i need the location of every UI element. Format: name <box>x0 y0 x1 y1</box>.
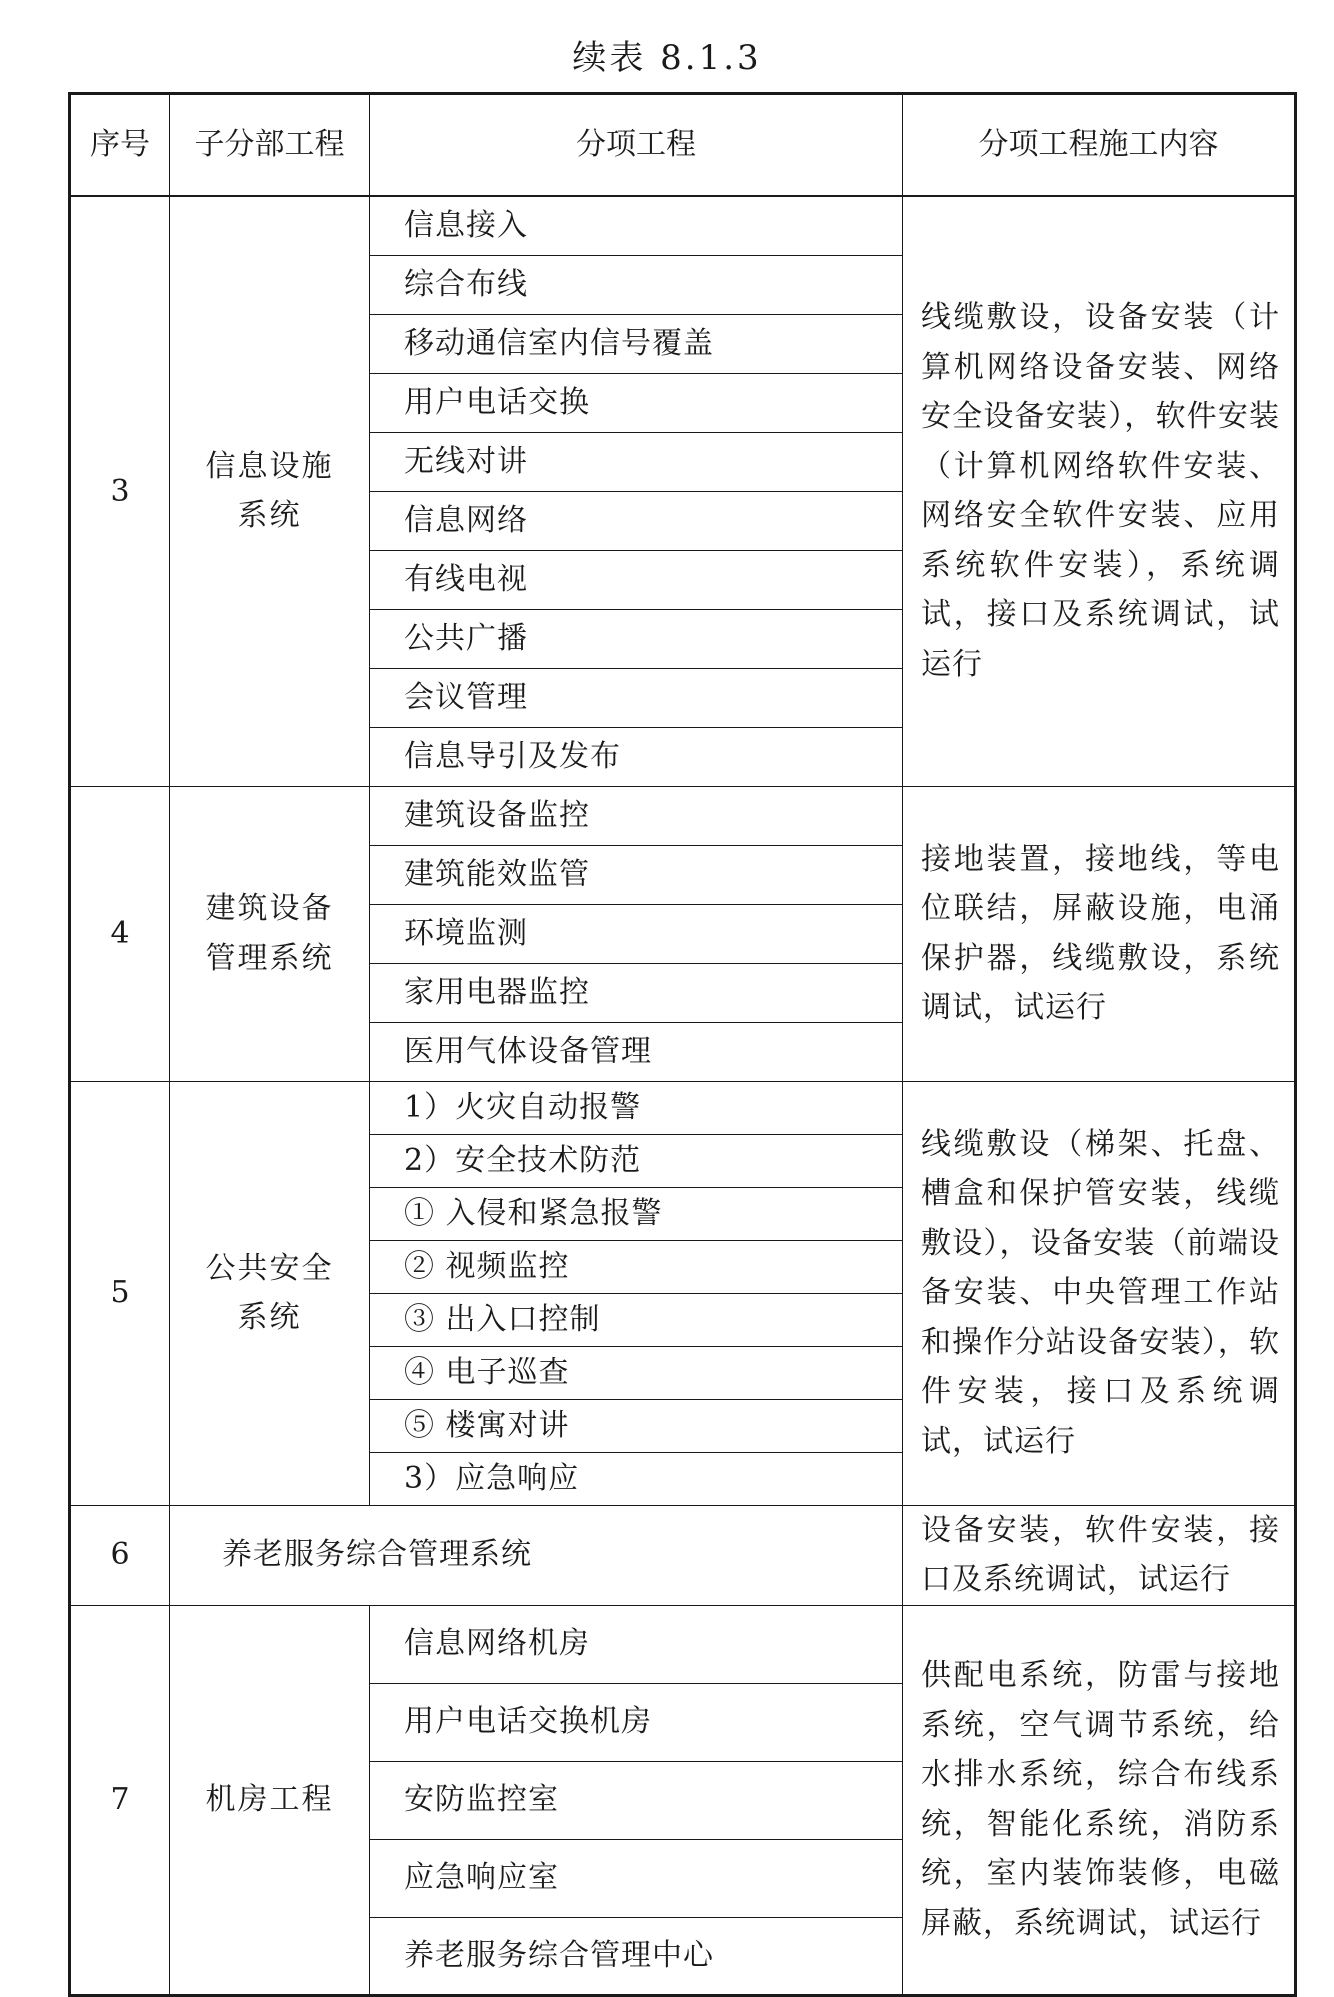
item-name: ④ 电子巡查 <box>370 1346 903 1399</box>
row-number: 4 <box>70 786 170 1081</box>
item-name: 建筑能效监管 <box>370 845 903 904</box>
construction-items-table <box>68 92 1297 1997</box>
row-number: 6 <box>70 1505 170 1605</box>
item-name: ③ 出入口控制 <box>370 1293 903 1346</box>
item-name: ① 入侵和紧急报警 <box>370 1187 903 1240</box>
item-name: 信息网络 <box>370 491 903 550</box>
item-name: 综合布线 <box>370 255 903 314</box>
item-name: 养老服务综合管理中心 <box>370 1917 903 1995</box>
subsection-name: 建筑设备管理系统 <box>170 786 370 1081</box>
item-name: 医用气体设备管理 <box>370 1022 903 1081</box>
table-row <box>70 1505 1296 1605</box>
item-name: 环境监测 <box>370 904 903 963</box>
item-name: 信息接入 <box>370 196 903 255</box>
item-name: ② 视频监控 <box>370 1240 903 1293</box>
table-row <box>70 196 1296 255</box>
item-name: 信息导引及发布 <box>370 727 903 786</box>
item-name: 安防监控室 <box>370 1761 903 1839</box>
row-number: 3 <box>70 196 170 786</box>
table-row <box>70 786 1296 845</box>
item-name: 无线对讲 <box>370 432 903 491</box>
item-name: 移动通信室内信号覆盖 <box>370 314 903 373</box>
item-name: 会议管理 <box>370 668 903 727</box>
construction-content: 接地装置，接地线，等电位联结，屏蔽设施，电涌保护器，线缆敷设，系统调试，试运行 <box>903 786 1296 1081</box>
subsection-name: 公共安全系统 <box>170 1081 370 1505</box>
construction-content: 线缆敷设（梯架、托盘、槽盒和保护管安装，线缆敷设），设备安装（前端设备安装、中央管理工作站和操作分站设备安装），软件安装，接口及系统调试，试运行 <box>903 1081 1296 1505</box>
table-row <box>70 1605 1296 1683</box>
table-row <box>70 1081 1296 1134</box>
construction-content: 供配电系统，防雷与接地系统，空气调节系统，给水排水系统，综合布线系统，智能化系统，消防系统，室内装饰装修，电磁屏蔽，系统调试，试运行 <box>903 1605 1296 1995</box>
item-name: 用户电话交换机房 <box>370 1683 903 1761</box>
header-subsection: 子分部工程 <box>170 94 370 197</box>
header-no: 序号 <box>70 94 170 197</box>
item-name: 建筑设备监控 <box>370 786 903 845</box>
row-number: 5 <box>70 1081 170 1505</box>
header-item: 分项工程 <box>370 94 903 197</box>
item-name: 应急响应室 <box>370 1839 903 1917</box>
table-header-row <box>70 94 1296 197</box>
item-name: ⑤ 楼寓对讲 <box>370 1399 903 1452</box>
construction-content: 线缆敷设，设备安装（计算机网络设备安装、网络安全设备安装），软件安装（计算机网络软件安装、网络安全软件安装、应用系统软件安装），系统调试，接口及系统调试，试运行 <box>903 196 1296 786</box>
item-name: 家用电器监控 <box>370 963 903 1022</box>
construction-content: 设备安装，软件安装，接口及系统调试，试运行 <box>903 1505 1296 1605</box>
item-name: 信息网络机房 <box>370 1605 903 1683</box>
item-name: 3）应急响应 <box>370 1452 903 1505</box>
item-name: 1）火灾自动报警 <box>370 1081 903 1134</box>
subsection-name: 信息设施系统 <box>170 196 370 786</box>
item-name: 公共广播 <box>370 609 903 668</box>
table-caption: 续表 8.1.3 <box>572 38 762 78</box>
subsection-name: 养老服务综合管理系统 <box>170 1505 903 1605</box>
item-name: 2）安全技术防范 <box>370 1134 903 1187</box>
subsection-name: 机房工程 <box>170 1605 370 1995</box>
header-content: 分项工程施工内容 <box>903 94 1296 197</box>
row-number: 7 <box>70 1605 170 1995</box>
item-name: 用户电话交换 <box>370 373 903 432</box>
item-name: 有线电视 <box>370 550 903 609</box>
